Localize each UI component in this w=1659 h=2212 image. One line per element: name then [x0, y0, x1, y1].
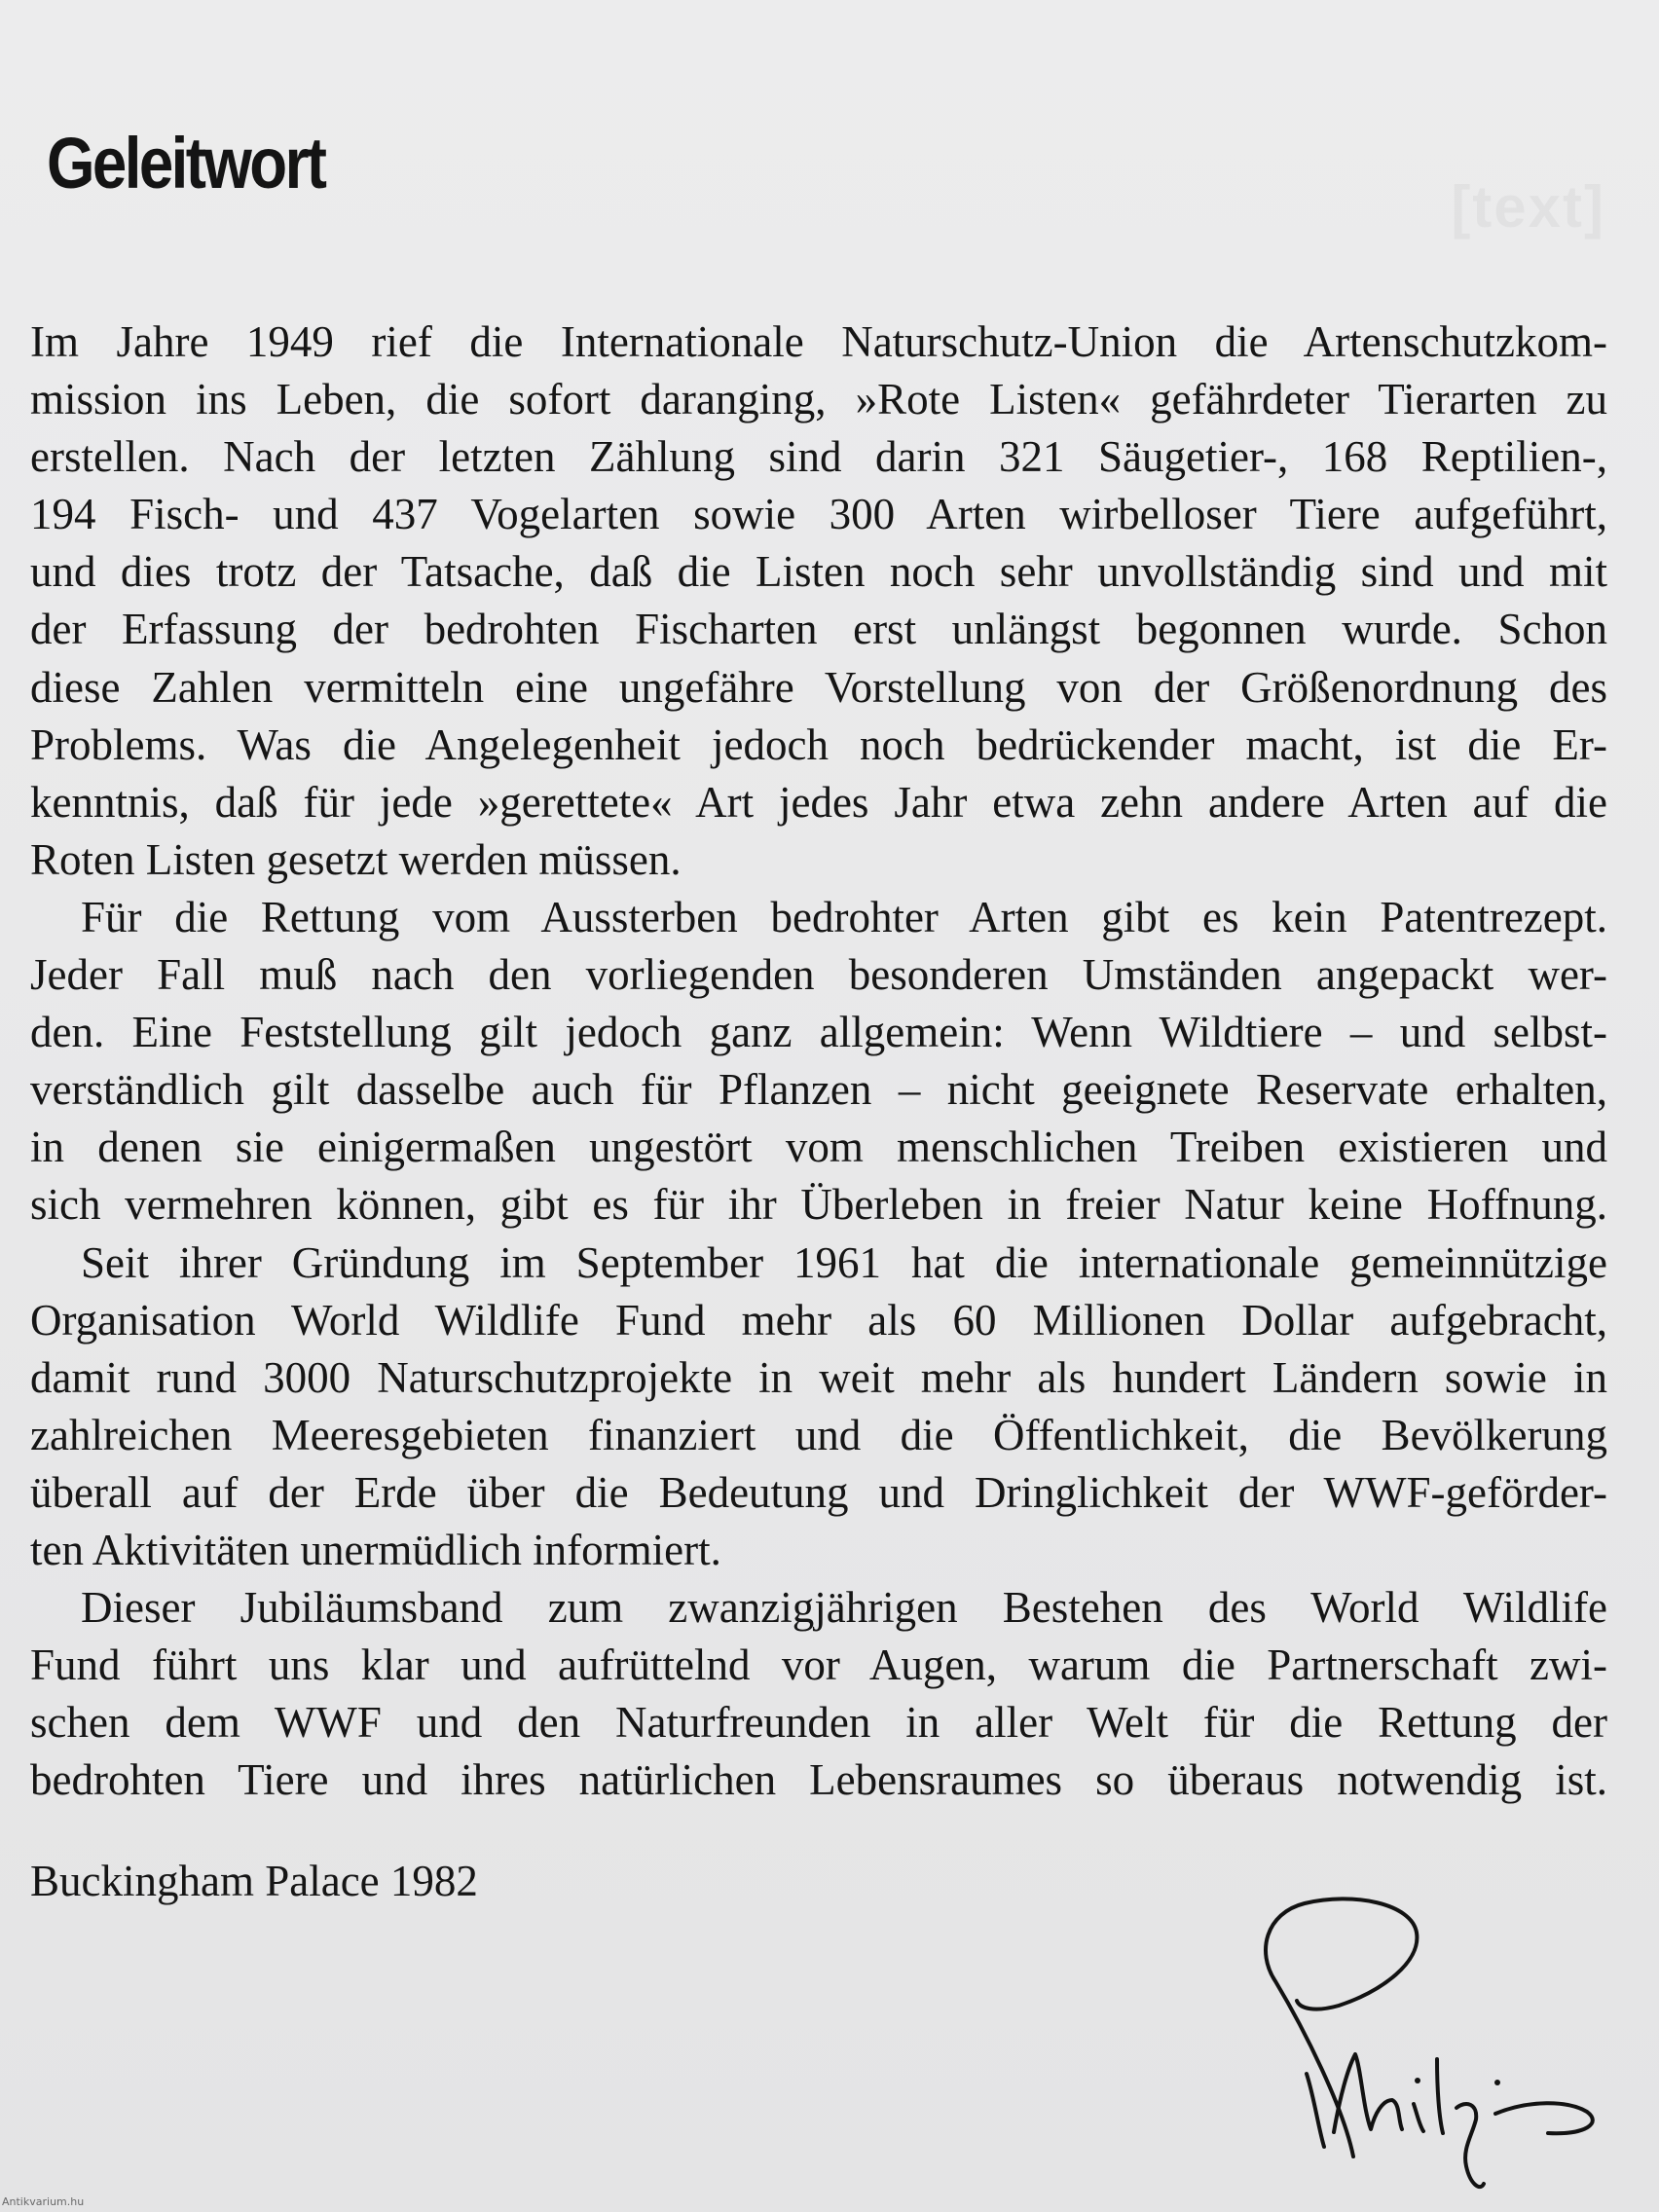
text-line: Fund führt uns klar und aufrüttelnd vor Augen, warum die Partnerschaft zwi- [30, 1641, 1607, 1690]
text-line: der Erfassung der bedrohten Fischarten erst unlängst begonnen wurde. Schon [30, 605, 1607, 654]
text-line: Problems. Was die Angelegenheit jedoch noch bedrückender macht, ist die Er- [30, 719, 1607, 769]
paragraph-1 [30, 313, 1607, 889]
text-line: Für die Rettung vom Aussterben bedrohter Arten gibt es kein Patentrezept. [81, 892, 1607, 941]
text-line: Jeder Fall muß nach den vorliegenden besonderen Umständen angepackt wer- [30, 950, 1607, 1000]
text-line: Seit ihrer Gründung im September 1961 hat die internationale gemeinnützige [81, 1237, 1607, 1287]
text-line: Im Jahre 1949 rief die Internationale Naturschutz-Union die Artenschutzkom- [30, 317, 1607, 366]
text-line: damit rund 3000 Naturschutzprojekte in weit mehr als hundert Ländern sowie in [30, 1352, 1607, 1402]
signature-image [1246, 1874, 1616, 2195]
text-line: verständlich gilt dasselbe auch für Pflanzen – nicht geeignete Reservate erhalten, [30, 1065, 1607, 1115]
watermark-text: Antikvarium.hu [2, 2195, 85, 2208]
text-line: ten Aktivitäten unermüdlich informiert. [30, 1525, 721, 1574]
text-line: schen dem WWF und den Naturfreunden in aller Welt für die Rettung der [30, 1698, 1607, 1748]
body-text [30, 313, 1607, 1809]
text-line: erstellen. Nach der letzten Zählung sind darin 321 Säugetier-, 168 Reptilien-, [30, 432, 1607, 482]
text-line: in denen sie einigermaßen ungestört vom menschlichen Treiben existieren und [30, 1123, 1607, 1172]
paragraph-3 [30, 1235, 1607, 1580]
text-line: Roten Listen gesetzt werden müssen. [30, 834, 682, 884]
text-line: den. Eine Feststellung gilt jedoch ganz allgemein: Wenn Wildtiere – und selbst- [30, 1008, 1607, 1057]
text-line: bedrohten Tiere und ihres natürlichen Lebensraumes so überaus notwendig ist. [30, 1755, 1607, 1805]
text-line: zahlreichen Meeresgebieten finanziert und die Öffentlichkeit, die Bevölkerung [30, 1410, 1607, 1459]
paragraph-4 [30, 1579, 1607, 1809]
bleed-through-text [1451, 173, 1605, 240]
text-line: sich vermehren können, gibt es für ihr Überleben in freier Natur keine Hoffnung. [30, 1180, 1607, 1230]
text-line: kenntnis, daß für jede »gerettete« Art jedes Jahr etwa zehn andere Arten auf die [30, 777, 1607, 827]
text-line: Organisation World Wildlife Fund mehr als 60 Millionen Dollar aufgebracht, [30, 1295, 1607, 1345]
text-line: mission ins Leben, die sofort daranging, »Rote Listen« gefährdeter Tierarten zu [30, 375, 1607, 424]
text-line: 194 Fisch- und 437 Vogelarten sowie 300 Arten wirbelloser Tiere aufgeführt, [30, 490, 1607, 539]
text-line: überall auf der Erde über die Bedeutung und Dringlichkeit der WWF-geförder- [30, 1467, 1607, 1517]
text-line: diese Zahlen vermitteln eine ungefähre Vorstellung von der Größenordnung des [30, 662, 1607, 712]
text-line: Dieser Jubiläumsband zum zwanzigjährigen Bestehen des World Wildlife [81, 1583, 1607, 1633]
place-and-date: Buckingham Palace 1982 [30, 1857, 478, 1905]
text-line: und dies trotz der Tatsache, daß die Listen noch sehr unvollständig sind und mit [30, 547, 1607, 597]
paragraph-2 [30, 889, 1607, 1235]
page-title: Geleitwort [47, 123, 325, 203]
